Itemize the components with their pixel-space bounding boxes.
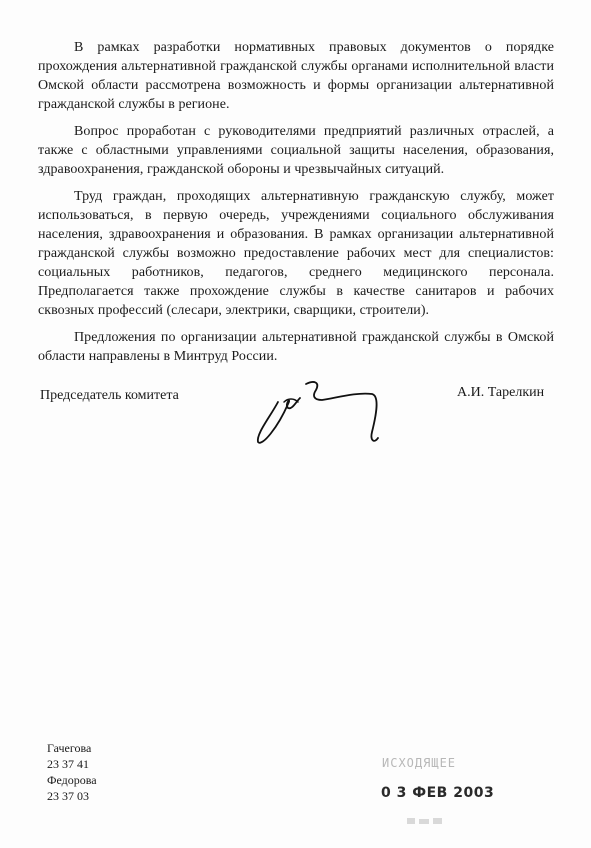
executor-name: Федорова [47, 773, 97, 787]
executor-phone: 23 37 41 [47, 757, 89, 771]
registration-stamp-date: 0 3 ФЕВ 2003 [381, 785, 495, 801]
signatory-name: А.И. Тарелкин [457, 385, 545, 400]
paragraph-intro: В рамках разработки нормативных правовых документов о порядке прохождения альтернативной гражданской службы органами исполнительной власти Омской области рассмотрена возможность и формы организации альтернативной гражданской службы в регионе. [38, 40, 554, 112]
signatory-position: Председатель комитета [40, 388, 179, 403]
executor-name: Гачегова [47, 741, 92, 755]
paragraph-employment: Труд граждан, проходящих альтернативную гражданскую службу, может использоваться, в первую очередь, учреждениями социального обслуживания населения, здравоохранения и образования. В рамках организации альтернативной гражданской службы возможно предоставление рабочих мест для специалистов: социальных работников, педагогов, среднего медицинского персонала. Предполагается также прохождение службы в качестве санитаров и рабочих сквозных профессий (слесари, электрики, сварщики, строители). [38, 189, 554, 318]
registration-stamp-header: ИСХОДЯЩЕЕ [382, 756, 457, 770]
paragraph-consultations: Вопрос проработан с руководителями предприятий различных отраслей, а также с областными управлениями социальной защиты населения, образования, здравоохранения, гражданской обороны и чрезвычайных ситуаций. [38, 124, 554, 177]
executor-phone: 23 37 03 [47, 789, 89, 803]
stamp-residue [405, 816, 445, 826]
handwritten-signature [248, 372, 398, 452]
paragraph-proposals: Предложения по организации альтернативной гражданской службы в Омской области направлены в Минтруд России. [38, 330, 554, 364]
executors-block [47, 740, 97, 804]
document-body [38, 38, 554, 374]
